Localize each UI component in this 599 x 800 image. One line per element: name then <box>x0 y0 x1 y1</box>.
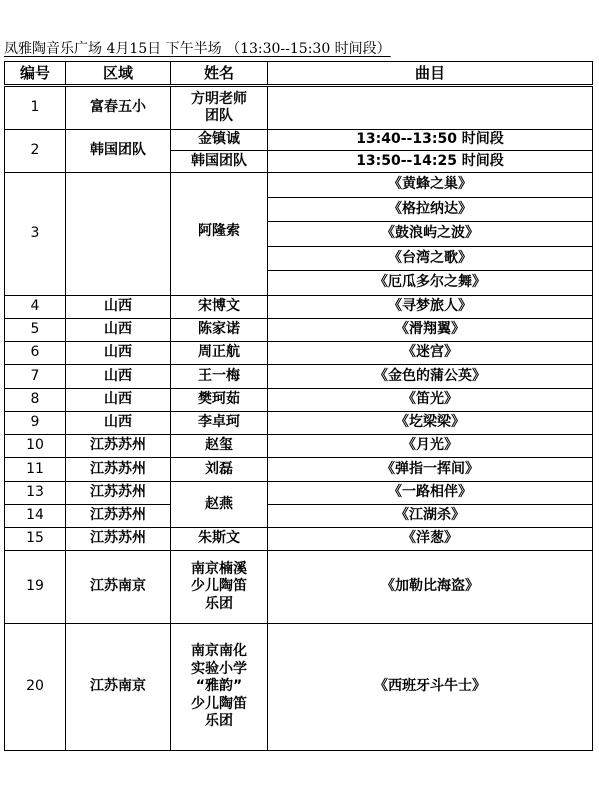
cell-number: 4 <box>5 296 66 319</box>
cell-program: 《迷宫》 <box>268 342 593 365</box>
cell-program: 《黄蜂之巢》 <box>268 173 593 198</box>
cell-program: 《寻梦旅人》 <box>268 296 593 319</box>
cell-program: 《圪梁梁》 <box>268 412 593 435</box>
cell-name: 韩国团队 <box>171 151 268 173</box>
table-row <box>5 86 593 130</box>
cell-area: 江苏南京 <box>66 551 171 624</box>
cell-program: 《月光》 <box>268 435 593 458</box>
cell-area: 山西 <box>66 389 171 412</box>
cell-program: 《江湖杀》 <box>268 505 593 528</box>
cell-area: 江苏苏州 <box>66 528 171 551</box>
cell-name-line: 少儿陶笛 <box>191 578 247 595</box>
cell-name-line: 南京南化 <box>191 643 247 660</box>
cell-area: 江苏苏州 <box>66 482 171 505</box>
cell-name-line: 乐团 <box>205 713 233 730</box>
cell-name <box>171 624 268 751</box>
cell-number: 14 <box>5 505 66 528</box>
cell-program: 《洋葱》 <box>268 528 593 551</box>
cell-area: 韩国团队 <box>66 130 171 173</box>
cell-number: 20 <box>5 624 66 751</box>
cell-area: 山西 <box>66 412 171 435</box>
cell-area: 山西 <box>66 342 171 365</box>
column-header-name: 姓名 <box>171 62 268 86</box>
cell-program: 《加勒比海盗》 <box>268 551 593 624</box>
cell-name-line: 实验小学 <box>191 660 247 677</box>
cell-name: 阿隆索 <box>171 173 268 296</box>
cell-area: 山西 <box>66 319 171 342</box>
cell-name-line: 南京楠溪 <box>191 560 247 577</box>
cell-number: 1 <box>5 86 66 130</box>
cell-name-line: 少儿陶笛 <box>191 695 247 712</box>
cell-number: 11 <box>5 458 66 482</box>
cell-program: 13:50--14:25 时间段 <box>268 151 593 173</box>
cell-program: 《厄瓜多尔之舞》 <box>268 271 593 296</box>
cell-number: 19 <box>5 551 66 624</box>
cell-name: 赵燕 <box>171 482 268 528</box>
cell-name: 王一梅 <box>171 365 268 389</box>
cell-name-line: 团队 <box>205 108 233 124</box>
cell-area: 江苏南京 <box>66 624 171 751</box>
cell-name: 朱斯文 <box>171 528 268 551</box>
cell-program: 13:40--13:50 时间段 <box>268 130 593 151</box>
column-header-program: 曲目 <box>268 62 593 86</box>
cell-area <box>66 173 171 296</box>
cell-program: 《一路相伴》 <box>268 482 593 505</box>
cell-area: 富春五小 <box>66 86 171 130</box>
column-header-number: 编号 <box>5 62 66 86</box>
table-row <box>5 389 593 412</box>
table-row <box>5 296 593 319</box>
table-row <box>5 458 593 482</box>
cell-number: 15 <box>5 528 66 551</box>
cell-name: 樊珂茹 <box>171 389 268 412</box>
table-row <box>5 551 593 624</box>
cell-number: 2 <box>5 130 66 173</box>
cell-program: 《格拉纳达》 <box>268 198 593 222</box>
cell-number: 13 <box>5 482 66 505</box>
cell-number: 10 <box>5 435 66 458</box>
cell-program: 《金色的蒲公英》 <box>268 365 593 389</box>
cell-program: 《弹指一挥间》 <box>268 458 593 482</box>
column-header-area: 区域 <box>66 62 171 86</box>
table-row <box>5 319 593 342</box>
schedule-table <box>4 61 593 751</box>
cell-name: 宋博文 <box>171 296 268 319</box>
page-title: 凤雅陶音乐广场 4月15日 下午半场 （13:30--15:30 时间段） <box>4 41 391 57</box>
cell-area: 江苏苏州 <box>66 505 171 528</box>
table-row <box>5 173 593 198</box>
cell-name: 赵玺 <box>171 435 268 458</box>
table-row <box>5 435 593 458</box>
cell-name: 金镇诚 <box>171 130 268 151</box>
cell-number: 7 <box>5 365 66 389</box>
cell-number: 5 <box>5 319 66 342</box>
table-row <box>5 624 593 751</box>
cell-name-line: 方明老师 <box>191 90 247 107</box>
cell-name: 李卓珂 <box>171 412 268 435</box>
cell-area: 江苏苏州 <box>66 435 171 458</box>
cell-name-line: 乐团 <box>205 595 233 612</box>
cell-name: 陈家诺 <box>171 319 268 342</box>
cell-name: 周正航 <box>171 342 268 365</box>
cell-program <box>268 86 593 130</box>
cell-name: 刘磊 <box>171 458 268 482</box>
cell-number: 9 <box>5 412 66 435</box>
cell-program: 《西班牙斗牛士》 <box>268 624 593 751</box>
cell-number: 6 <box>5 342 66 365</box>
table-row <box>5 342 593 365</box>
cell-area: 山西 <box>66 365 171 389</box>
cell-number: 3 <box>5 173 66 296</box>
cell-program: 《滑翔翼》 <box>268 319 593 342</box>
cell-program: 《鼓浪屿之波》 <box>268 222 593 247</box>
table-row <box>5 482 593 505</box>
table-header-row <box>5 62 593 86</box>
table-row <box>5 528 593 551</box>
cell-program: 《台湾之歌》 <box>268 247 593 271</box>
table-row <box>5 130 593 151</box>
cell-name <box>171 551 268 624</box>
table-row <box>5 412 593 435</box>
table-row <box>5 365 593 389</box>
cell-area: 山西 <box>66 296 171 319</box>
cell-name-line: “雅韵” <box>195 678 243 695</box>
cell-area: 江苏苏州 <box>66 458 171 482</box>
table-row <box>5 505 593 528</box>
cell-name <box>171 86 268 130</box>
cell-program: 《笛光》 <box>268 389 593 412</box>
cell-number: 8 <box>5 389 66 412</box>
